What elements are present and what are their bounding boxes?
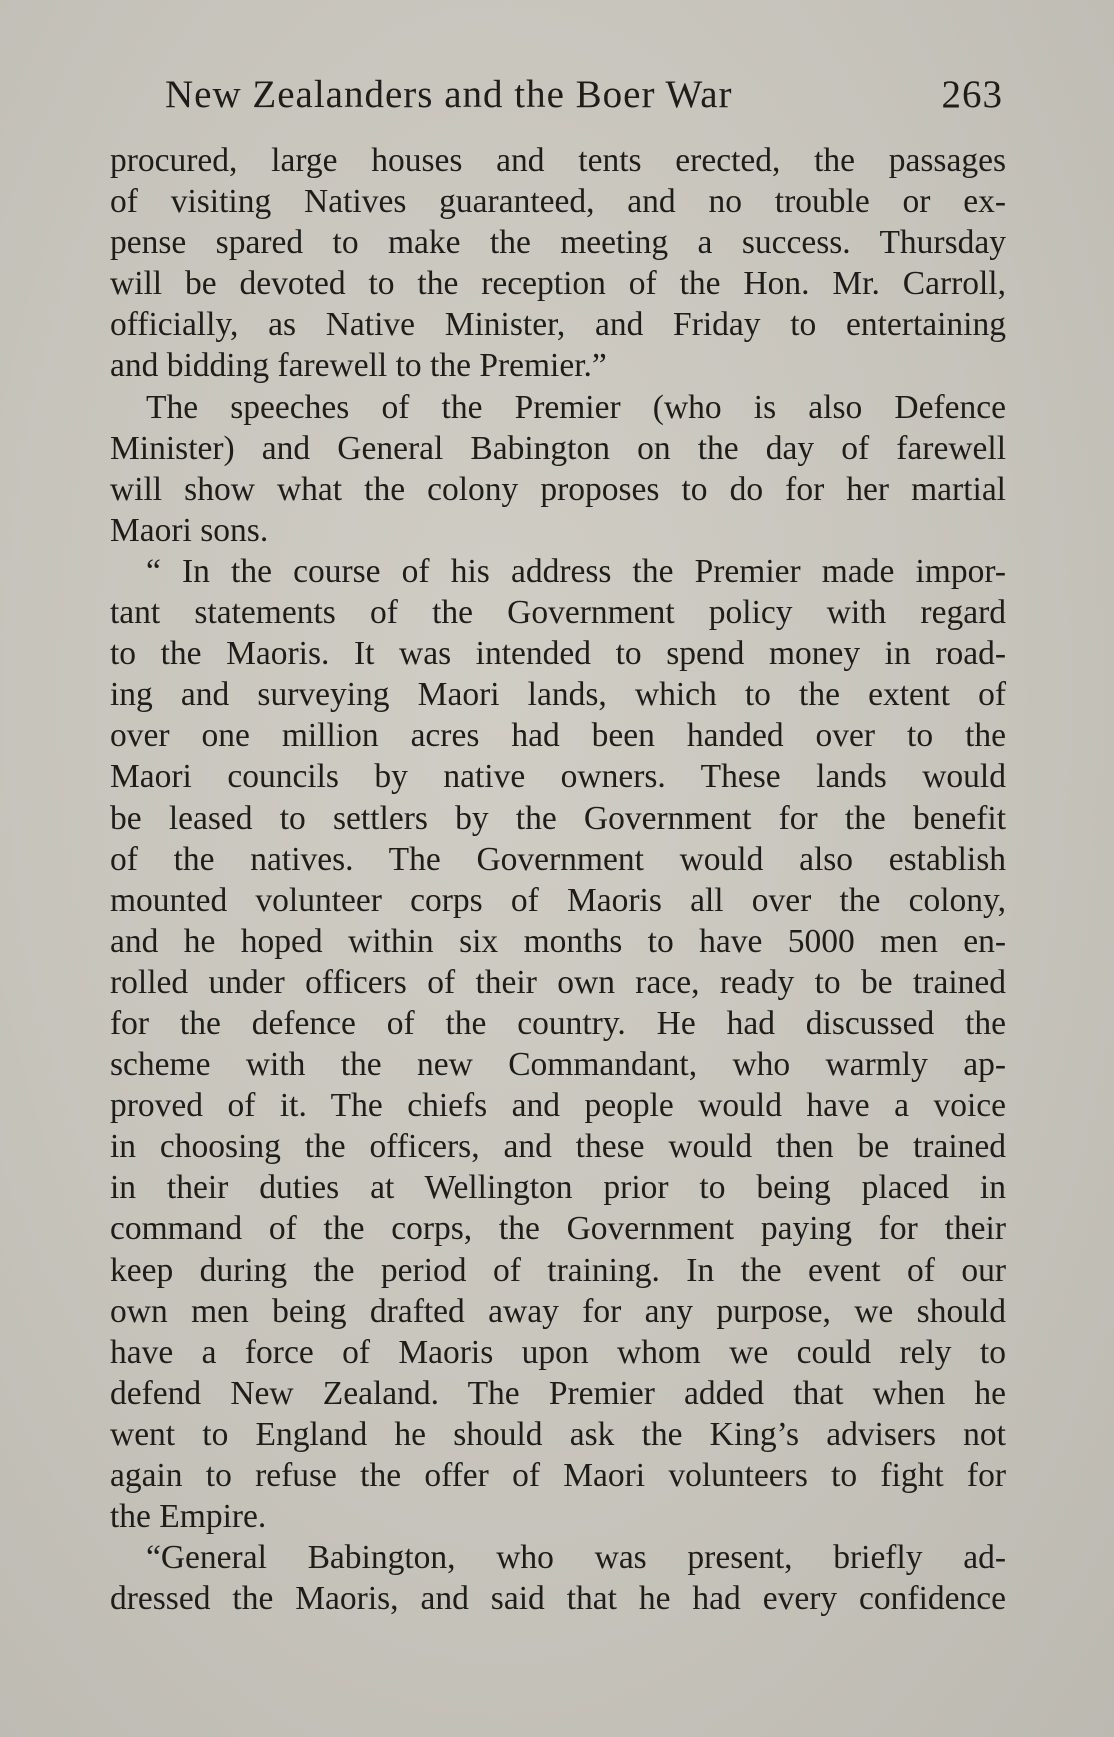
text-line: over one million acres had been handed over to the: [110, 717, 1006, 755]
page-number: 263: [941, 73, 1003, 116]
text-line: and he hoped within six months to have 5000 men en-: [110, 922, 1006, 960]
text-line: again to refuse the offer of Maori volunteers to fight for: [110, 1457, 1006, 1494]
text-line: Minister) and General Babington on the day of farewell: [110, 429, 1006, 467]
text-line: Maori councils by native owners. These lands would: [110, 758, 1006, 796]
text-line: will be devoted to the reception of the Hon. Mr. Carroll,: [110, 265, 1006, 303]
text-line: to the Maoris. It was intended to spend money in road-: [110, 635, 1006, 673]
text-line: in choosing the officers, and these would then be trained: [110, 1128, 1006, 1166]
text-line: proved of it. The chiefs and people would have a voice: [110, 1087, 1006, 1125]
text-line: the Empire.: [110, 1498, 267, 1536]
text-line: pense spared to make the meeting a success. Thursday: [110, 224, 1006, 262]
text-line: defend New Zealand. The Premier added that when he: [110, 1374, 1006, 1412]
text-line: in their duties at Wellington prior to being placed in: [110, 1169, 1006, 1207]
text-line: mounted volunteer corps of Maoris all over the colony,: [110, 881, 1006, 919]
running-head: [165, 72, 1003, 120]
text-line: officially, as Native Minister, and Friday to entertaining: [110, 306, 1006, 344]
text-line: ing and surveying Maori lands, which to the extent of: [110, 676, 1006, 714]
text-line: scheme with the new Commandant, who warmly ap-: [110, 1046, 1006, 1084]
text-line: be leased to settlers by the Government for the benefit: [110, 799, 1006, 837]
text-line: Maori sons.: [110, 511, 269, 549]
text-line: tant statements of the Government policy with regard: [110, 594, 1006, 632]
text-line: went to England he should ask the King’s advisers not: [110, 1415, 1006, 1453]
text-line: have a force of Maoris upon whom we could rely to: [110, 1333, 1006, 1371]
text-line: “ In the course of his address the Premier made impor-: [146, 552, 1006, 590]
text-line: of visiting Natives guaranteed, and no trouble or ex-: [110, 183, 1006, 221]
text-line: for the defence of the country. He had discussed the: [110, 1004, 1006, 1042]
text-line: command of the corps, the Government paying for their: [110, 1210, 1006, 1248]
text-line: will show what the colony proposes to do for her martial: [110, 470, 1006, 508]
text-line: procured, large houses and tents erected, the passages: [110, 142, 1006, 179]
text-line: dressed the Maoris, and said that he had every confidence: [110, 1580, 1006, 1618]
text-line: and bidding farewell to the Premier.”: [110, 347, 607, 385]
running-title: New Zealanders and the Boer War: [165, 73, 733, 116]
body-text: [110, 140, 1006, 1619]
text-line: “General Babington, who was present, briefly ad-: [146, 1539, 1006, 1577]
text-line: rolled under officers of their own race, ready to be trained: [110, 963, 1006, 1001]
text-line: of the natives. The Government would also establish: [110, 840, 1006, 878]
text-line: The speeches of the Premier (who is also Defence: [146, 388, 1006, 426]
text-line: keep during the period of training. In the event of our: [110, 1251, 1006, 1289]
text-line: own men being drafted away for any purpose, we should: [110, 1292, 1006, 1330]
